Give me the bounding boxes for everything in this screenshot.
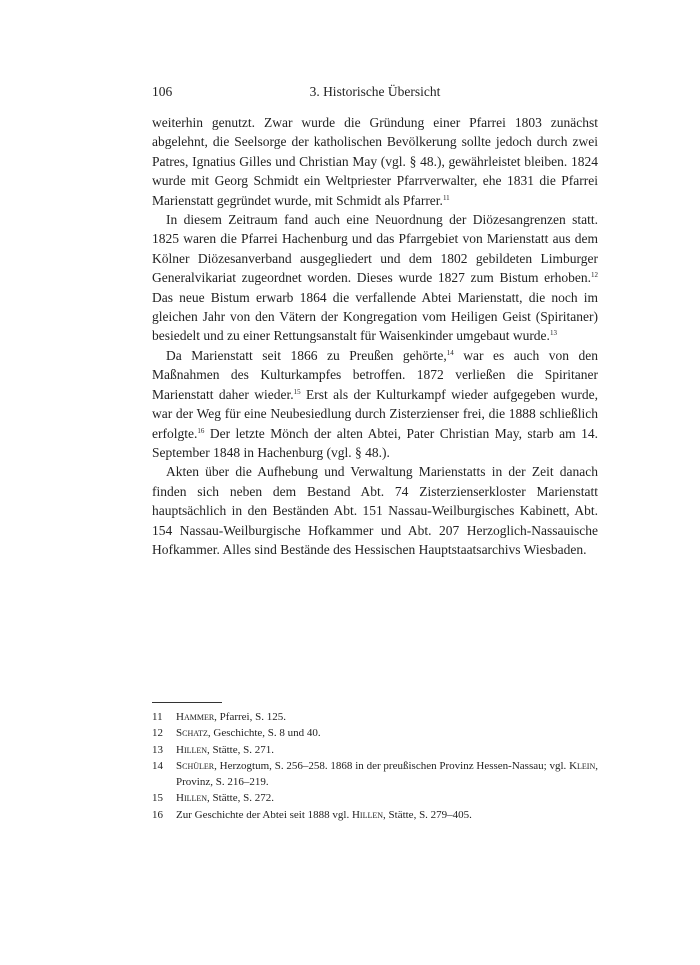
footnote-text: Zur Geschichte der Abtei seit 1888 vgl. — [176, 808, 352, 821]
footnote-number: 13 — [152, 743, 163, 756]
footnote-author: Klein — [569, 759, 596, 772]
footnote — [152, 807, 598, 823]
footnote-text: , Geschichte, S. 8 und 40. — [207, 727, 321, 740]
page-header — [152, 84, 598, 104]
paragraph-text: Das neue Bistum erwarb 1864 die verfallende Abtei Marienstatt, die noch im gleichen Jahr von den Vätern der Kongregation vom Heiligen Geist (Spiritaner) besiedelt und zu einer Rettungsanstalt für Waisenkinder umgebaut wurde. — [152, 289, 598, 344]
footnote-author: Hillen — [176, 743, 208, 756]
paragraph-text: Erst als der Kulturkampf wieder aufgegeben wurde, war der Weg für eine Neubesiedlung durch Zisterzienser frei, die 1888 schließlich erfolgte. — [152, 386, 598, 441]
paragraph-text: Der letzte Mönch der alten Abtei, Pater Christian May, starb am 14. September 1848 in Hachenburg (vgl. § 48.). — [152, 425, 598, 460]
paragraph-2 — [152, 210, 598, 346]
footnote-author: Schatz — [176, 727, 208, 740]
footnotes — [152, 709, 598, 823]
footnote-number: 12 — [152, 727, 163, 740]
paragraph-text: Akten über die Aufhebung und Verwaltung Marienstatts in der Zeit danach finden sich neben dem Bestand Abt. 74 Zisterzienserkloster Marienstatt hauptsächlich in den Beständen Abt. 151 Nassau-Weilburgisches Kabinett, Abt. 154 Nassau-Weilburgische Hofkammer und Abt. 207 Herzoglich-Nassauische Hofkammer. Alles sind Bestände des Hessischen Hauptstaatsarchivs Wiesbaden. — [152, 464, 598, 557]
footnote-ref: 11 — [442, 193, 450, 202]
footnote — [152, 725, 598, 741]
footnote-ref: 13 — [549, 329, 557, 338]
paragraph-text: Da Marienstatt seit 1866 zu Preußen gehörte, — [166, 347, 447, 363]
main-text — [152, 113, 598, 559]
footnote — [152, 709, 598, 725]
footnote — [152, 790, 598, 806]
footnote-author: Hammer — [176, 711, 215, 723]
footnote-author: Hillen — [176, 792, 208, 805]
footnote-number: 16 — [152, 808, 163, 821]
footnote-divider — [152, 702, 222, 703]
footnote-number: 14 — [152, 759, 163, 772]
paragraph-text: weiterhin genutzt. Zwar wurde die Gründung einer Pfarrei 1803 zunächst abgelehnt, die Seelsorge der katholischen Bevölkerung sollte jedoch durch zwei Patres, Ignatius Gilles und Christian May (vgl. § 48.), gewährleistet bleiben. 1824 wurde mit Georg Schmidt ein Weltpriester Pfarrverwalter, ehe 1831 die Pfarrei Marienstatt gegründet wurde, mit Schmidt als Pfarrer. — [152, 115, 598, 208]
footnote-ref: 14 — [446, 348, 454, 357]
footnote-number: 15 — [152, 792, 163, 805]
footnote-text: , Stätte, S. 279–405. — [383, 808, 472, 821]
paragraph-text: In diesem Zeitraum fand auch eine Neuordnung der Diözesangrenzen statt. 1825 waren die Pfarrei Hachenburg und das Pfarrgebiet von Marienstatt aus dem Kölner Diözesanverband ausgegliedert und dem 1802 gebildeten Limburger Generalvikariat zugeordnet worden. Dieses wurde 1827 zum Bistum erhoben. — [152, 212, 598, 286]
paragraph-4 — [152, 462, 598, 559]
page-number: 106 — [152, 84, 173, 99]
paragraph-3 — [152, 346, 598, 462]
footnote-text: , Pfarrei, S. 125. — [214, 711, 286, 723]
paragraph-text: war es auch von den Maßnahmen des Kulturkampfes betroffen. 1872 verließen die Spiritaner Marienstatt daher wieder. — [152, 347, 598, 402]
footnote-author: Hillen — [351, 808, 384, 821]
footnote-text: , Provinz, S. 216–219. — [176, 759, 598, 789]
footnote-text: , Stätte, S. 271. — [207, 743, 274, 756]
running-head: 3. Historische Übersicht — [309, 84, 441, 99]
footnote-text: , Stätte, S. 272. — [207, 792, 274, 805]
paragraph-1 — [152, 113, 598, 210]
footnote-ref: 15 — [293, 387, 301, 396]
footnote-text: , Herzogtum, S. 256–258. 1868 in der preußischen Provinz Hessen-Nassau; vgl. — [214, 759, 570, 772]
footnote — [152, 742, 598, 758]
footnote-author: Schüler — [176, 759, 215, 772]
footnote-ref: 12 — [591, 271, 598, 280]
footnote-number: 11 — [152, 711, 163, 723]
footnote-ref: 16 — [197, 426, 205, 435]
footnote — [152, 758, 598, 791]
